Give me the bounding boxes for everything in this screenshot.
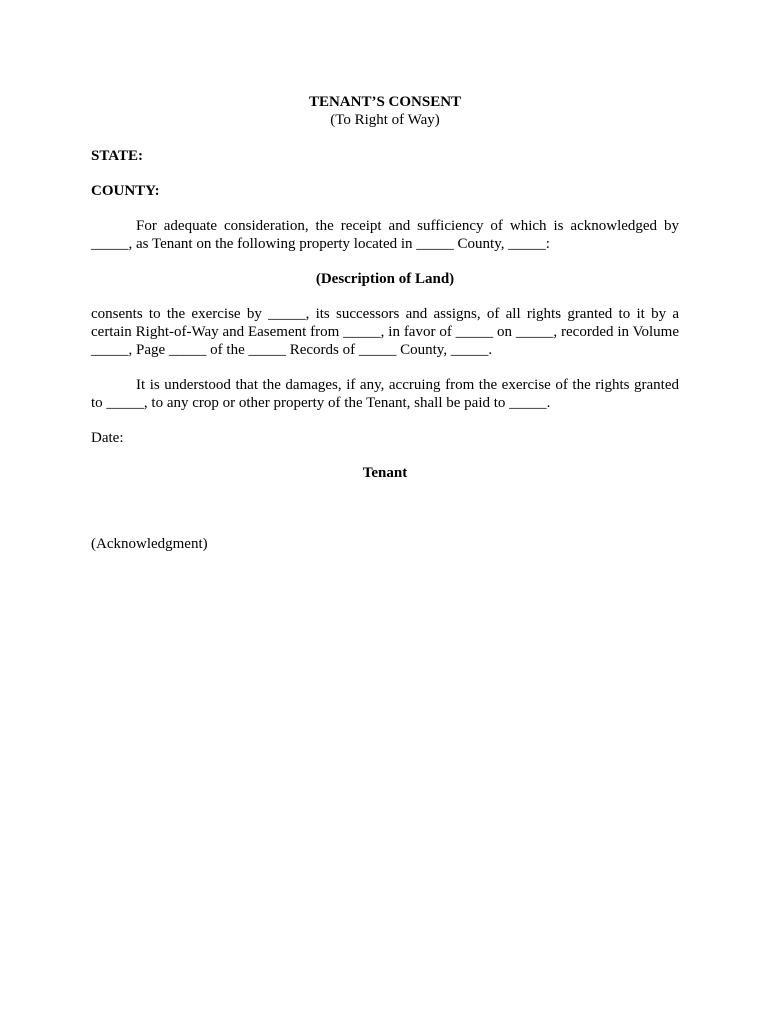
state-label: STATE: (91, 148, 143, 164)
county-label: COUNTY: (91, 183, 160, 199)
document-body (91, 93, 679, 553)
damages-paragraph: It is understood that the damages, if any, accruing from the exercise of the rights granted to _____, to any crop or other property of the Tenant, shall be paid to _____. (91, 377, 679, 411)
consent-paragraph: consents to the exercise by _____, its successors and assigns, of all rights granted to it by a certain Right-of-Way and Easement from _____, in favor of _____ on _____, recorded in Volume _____, Page _____ of the _____ Records of _____ County, _____. (91, 306, 679, 358)
document-subtitle: (To Right of Way) (330, 112, 440, 128)
document-title: TENANT’S CONSENT (308, 94, 462, 110)
acknowledgment-label: (Acknowledgment) (91, 536, 208, 552)
date-label: Date: (91, 430, 124, 446)
description-heading: (Description of Land) (315, 271, 455, 287)
consideration-paragraph: For adequate consideration, the receipt and sufficiency of which is acknowledged by _____, as Tenant on the following property located in _____ County, _____: (91, 218, 679, 252)
signature-label: Tenant (362, 465, 408, 481)
